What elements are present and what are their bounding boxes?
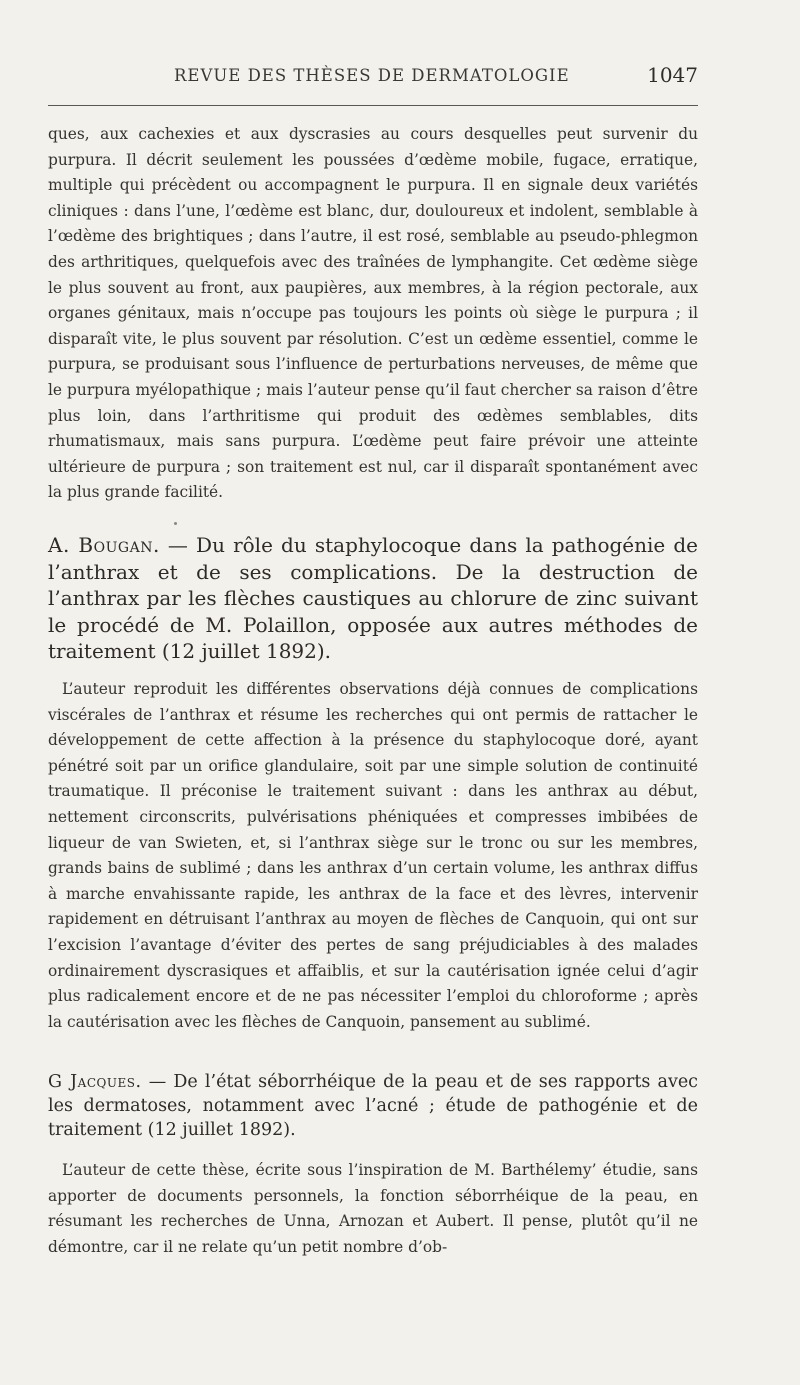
entry-dash: — — [167, 533, 188, 557]
review-paragraph: L’auteur de cette thèse, écrite sous l’inspiration de M. Barthélemy’ étudie, sans apporter de documents personnels, la fonction séborrhéique de la peau, en résumant les recherches de Unna, Arnozan et Aubert. Il pense, plutôt qu’il ne démontre, car il ne relate qu’un petit nombre d’ob- — [48, 1161, 698, 1256]
entry-author: G Jacques. — [48, 1072, 142, 1092]
entry-dash: — — [148, 1072, 167, 1092]
thesis-entry-bougan — [48, 532, 698, 665]
page-number: 1047 — [647, 63, 698, 87]
paragraph-continued: ques, aux cachexies et aux dyscrasies au cours desquelles peut survenir du purpura. Il décrit seulement les poussées d’œdème mobile, fugace, erratique, multiple qui précèdent ou accompagnent le purpura. Il en signale deux variétés cliniques : dans l’une, l’œdème est blanc, dur, douloureux et indolent, semblable à l’œdème des brightiques ; dans l’autre, il est rosé, semblable au pseudo-phlegmon des arthritiques, quelquefois avec des traînées de lymphangite. Cet œdème siège le plus souvent au front, aux paupières, aux membres, à la région pectorale, aux organes génitaux, mais n’occupe pas toujours les points où siège le purpura ; il disparaît vite, le plus souvent par résolution. C’est un œdème essentiel, comme le purpura, se produisant sous l’influence de perturbations nerveuses, de même que le purpura myélopathique ; mais l’auteur pense qu’il faut chercher sa raison d’être plus loin, dans l’arthritisme qui produit des œdèmes semblables, dits rhumatismaux, mais sans purpura. L’œdème peut faire prévoir une atteinte ultérieure de purpura ; son traitement est nul, car il disparaît spontanément avec la plus grande facilité. — [48, 125, 698, 502]
review-text-bougan — [48, 677, 698, 1035]
ink-speck — [174, 522, 177, 525]
entry-title: Du rôle du staphylocoque dans la pathogénie de l’anthrax et de ses complications. De la destruction de l’anthrax par les flèches caustiques au chlorure de zinc suivant le procédé de M. Polaillon, opposée aux autres méthodes de traitement (12 juillet 1892). — [48, 533, 698, 663]
running-head: REVUE DES THÈSES DE DERMATOLOGIE — [174, 66, 570, 85]
review-paragraph: L’auteur reproduit les différentes observations déjà connues de complications viscérales de l’anthrax et résume les recherches qui ont permis de rattacher le développement de cette affection à la présence du staphylocoque doré, ayant pénétré soit par un orifice glandulaire, soit par une simple solution de continuité traumatique. Il préconise le traitement suivant : dans les anthrax au début, nettement circonscrits, pulvérisations phéniquées et compresses imbibées de liqueur de van Swieten, et, si l’anthrax siège sur le tronc ou sur les membres, grands bains de sublimé ; dans les anthrax d’un certain volume, les anthrax diffus à marche envahissante rapide, les anthrax de la face et des lèvres, intervenir rapidement en détruisant l’anthrax au moyen de flèches de Canquoin, qui ont sur l’excision l’avantage d’éviter des pertes de sang préjudiciables à des malades ordinairement dyscrasiques et affaiblis, et sur la cautérisation ignée celui d’agir plus radicalement encore et de ne pas nécessiter l’emploi du chloroforme ; après la cautérisation avec les flèches de Canquoin, pansement au sublimé. — [48, 680, 698, 1031]
entry-author: A. Bougan. — [48, 533, 160, 557]
thesis-entry-jacques — [48, 1070, 698, 1142]
review-text-jacques — [48, 1158, 698, 1260]
continued-review-text — [48, 122, 698, 506]
header-rule — [48, 105, 698, 106]
entry-title: De l’état séborrhéique de la peau et de ses rapports avec les dermatoses, notamment avec l’acné ; étude de pathogénie et de traitement (12 juillet 1892). — [48, 1072, 698, 1140]
page-header — [48, 63, 698, 96]
